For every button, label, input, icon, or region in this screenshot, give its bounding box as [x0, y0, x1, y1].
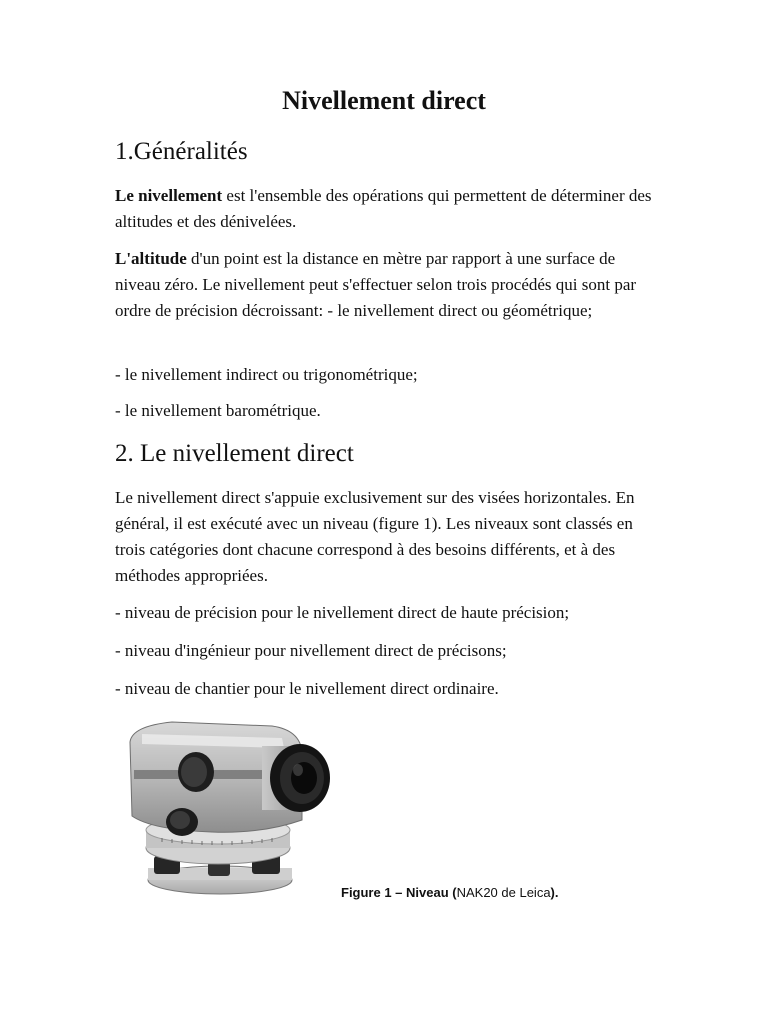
figure-caption-label: Figure 1 – Niveau ( — [341, 885, 457, 900]
figure-caption — [341, 885, 559, 900]
figure-caption-end: ). — [550, 885, 559, 900]
section-heading-generalites: 1.Généralités — [115, 138, 248, 165]
page-title: Nivellement direct — [282, 86, 486, 115]
section-heading-nivellement-direct: 2. Le nivellement direct — [115, 440, 354, 467]
list-item-niveau-chantier: - niveau de chantier pour le nivellement direct ordinaire. — [115, 679, 499, 698]
term-nivellement: Le nivellement — [115, 186, 223, 205]
definition-nivellement: est l'ensemble des opérations qui permettent de déterminer des altitudes et des dénivelées. — [115, 186, 652, 231]
list-item-niveau-precision: - niveau de précision pour le nivellement direct de haute précision; — [115, 603, 570, 622]
list-item-barometrique: - le nivellement barométrique. — [115, 401, 321, 420]
figure-caption-model: NAK20 de Leica — [456, 885, 551, 900]
list-item-niveau-ingenieur: - niveau d'ingénieur pour nivellement direct de précisons; — [115, 641, 507, 660]
paragraph-nivellement-direct: Le nivellement direct s'appuie exclusivement sur des visées horizontales. En général, il est exécuté avec un niveau (figure 1). Les niveaux sont classés en trois catégories dont chacune correspond à des besoins différents, et à des méthodes appropriées. — [115, 488, 635, 585]
paragraph-definition-nivellement — [115, 183, 660, 235]
definition-altitude: d'un point est la distance en mètre par rapport à une surface de niveau zéro. Le nivellement peut s'effectuer selon trois procédés qui sont par ordre de précision décroissant: - le nivellement direct ou géométrique; — [115, 249, 637, 320]
level-instrument-image — [112, 712, 334, 902]
paragraph-definition-altitude — [115, 246, 660, 324]
term-altitude: L'altitude — [115, 249, 187, 268]
list-item-indirect: - le nivellement indirect ou trigonométrique; — [115, 365, 418, 384]
